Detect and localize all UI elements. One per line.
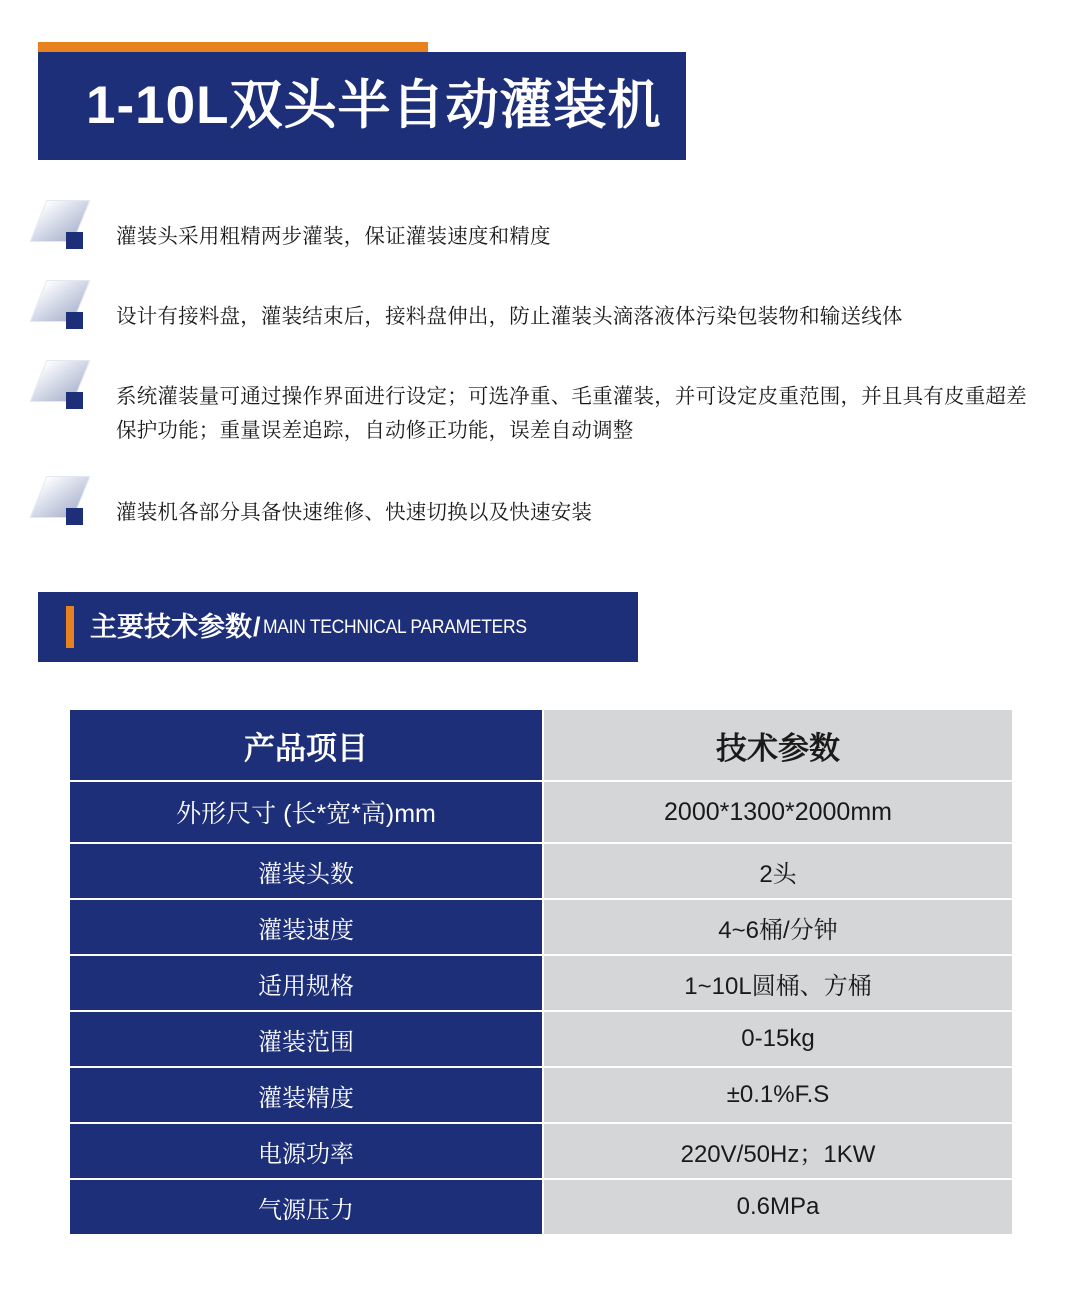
table-header-row (69, 709, 1013, 781)
page-title-block (38, 42, 686, 160)
feature-list (38, 198, 1048, 554)
table-row (69, 1123, 1013, 1179)
table-row (69, 1011, 1013, 1067)
cell-item: 灌装头数 (69, 843, 543, 899)
square-bullet-icon (66, 312, 83, 329)
cell-value: 2头 (543, 843, 1013, 899)
cell-item: 外形尺寸 (长*宽*高)mm (69, 781, 543, 843)
cell-item: 灌装速度 (69, 899, 543, 955)
list-item (38, 198, 1048, 260)
list-item (38, 278, 1048, 340)
cell-value: ±0.1%F.S (543, 1067, 1013, 1123)
title-accent-bar (38, 42, 428, 52)
section-accent-bar (66, 606, 74, 648)
column-header-item: 产品项目 (69, 709, 543, 781)
section-title-separator: / (253, 612, 261, 642)
cell-value: 0.6MPa (543, 1179, 1013, 1235)
cell-item: 适用规格 (69, 955, 543, 1011)
section-title-cn: 主要技术参数 (90, 612, 252, 642)
cell-value: 0-15kg (543, 1011, 1013, 1067)
cell-item: 气源压力 (69, 1179, 543, 1235)
cell-item: 灌装精度 (69, 1067, 543, 1123)
feature-text: 灌装头采用粗精两步灌装，保证灌装速度和精度 (116, 225, 551, 248)
column-header-value: 技术参数 (543, 709, 1013, 781)
square-bullet-icon (66, 508, 83, 525)
cell-value: 220V/50Hz；1KW (543, 1123, 1013, 1179)
spec-table (68, 708, 1014, 1236)
cell-value: 2000*1300*2000mm (543, 781, 1013, 843)
cell-item: 灌装范围 (69, 1011, 543, 1067)
section-header (38, 592, 638, 662)
feature-text: 设计有接料盘，灌装结束后，接料盘伸出，防止灌装头滴落液体污染包装物和输送线体 (116, 305, 903, 328)
list-item (38, 358, 1048, 456)
square-bullet-icon (66, 232, 83, 249)
feature-text: 系统灌装量可通过操作界面进行设定；可选净重、毛重灌装，并可设定皮重范围，并且具有皮重超差保护功能；重量误差追踪，自动修正功能，误差自动调整 (116, 385, 1027, 442)
table-row (69, 781, 1013, 843)
table-row (69, 955, 1013, 1011)
square-bullet-icon (66, 392, 83, 409)
cell-item: 电源功率 (69, 1123, 543, 1179)
table-row (69, 899, 1013, 955)
table-row (69, 843, 1013, 899)
cell-value: 1~10L圆桶、方桶 (543, 955, 1013, 1011)
cell-value: 4~6桶/分钟 (543, 899, 1013, 955)
feature-text: 灌装机各部分具备快速维修、快速切换以及快速安装 (116, 501, 593, 524)
table-row (69, 1067, 1013, 1123)
list-item (38, 474, 1048, 536)
section-title-en: MAIN TECHNICAL PARAMETERS (262, 617, 527, 638)
page-title: 1-10L双头半自动灌装机 (86, 76, 662, 135)
table-row (69, 1179, 1013, 1235)
